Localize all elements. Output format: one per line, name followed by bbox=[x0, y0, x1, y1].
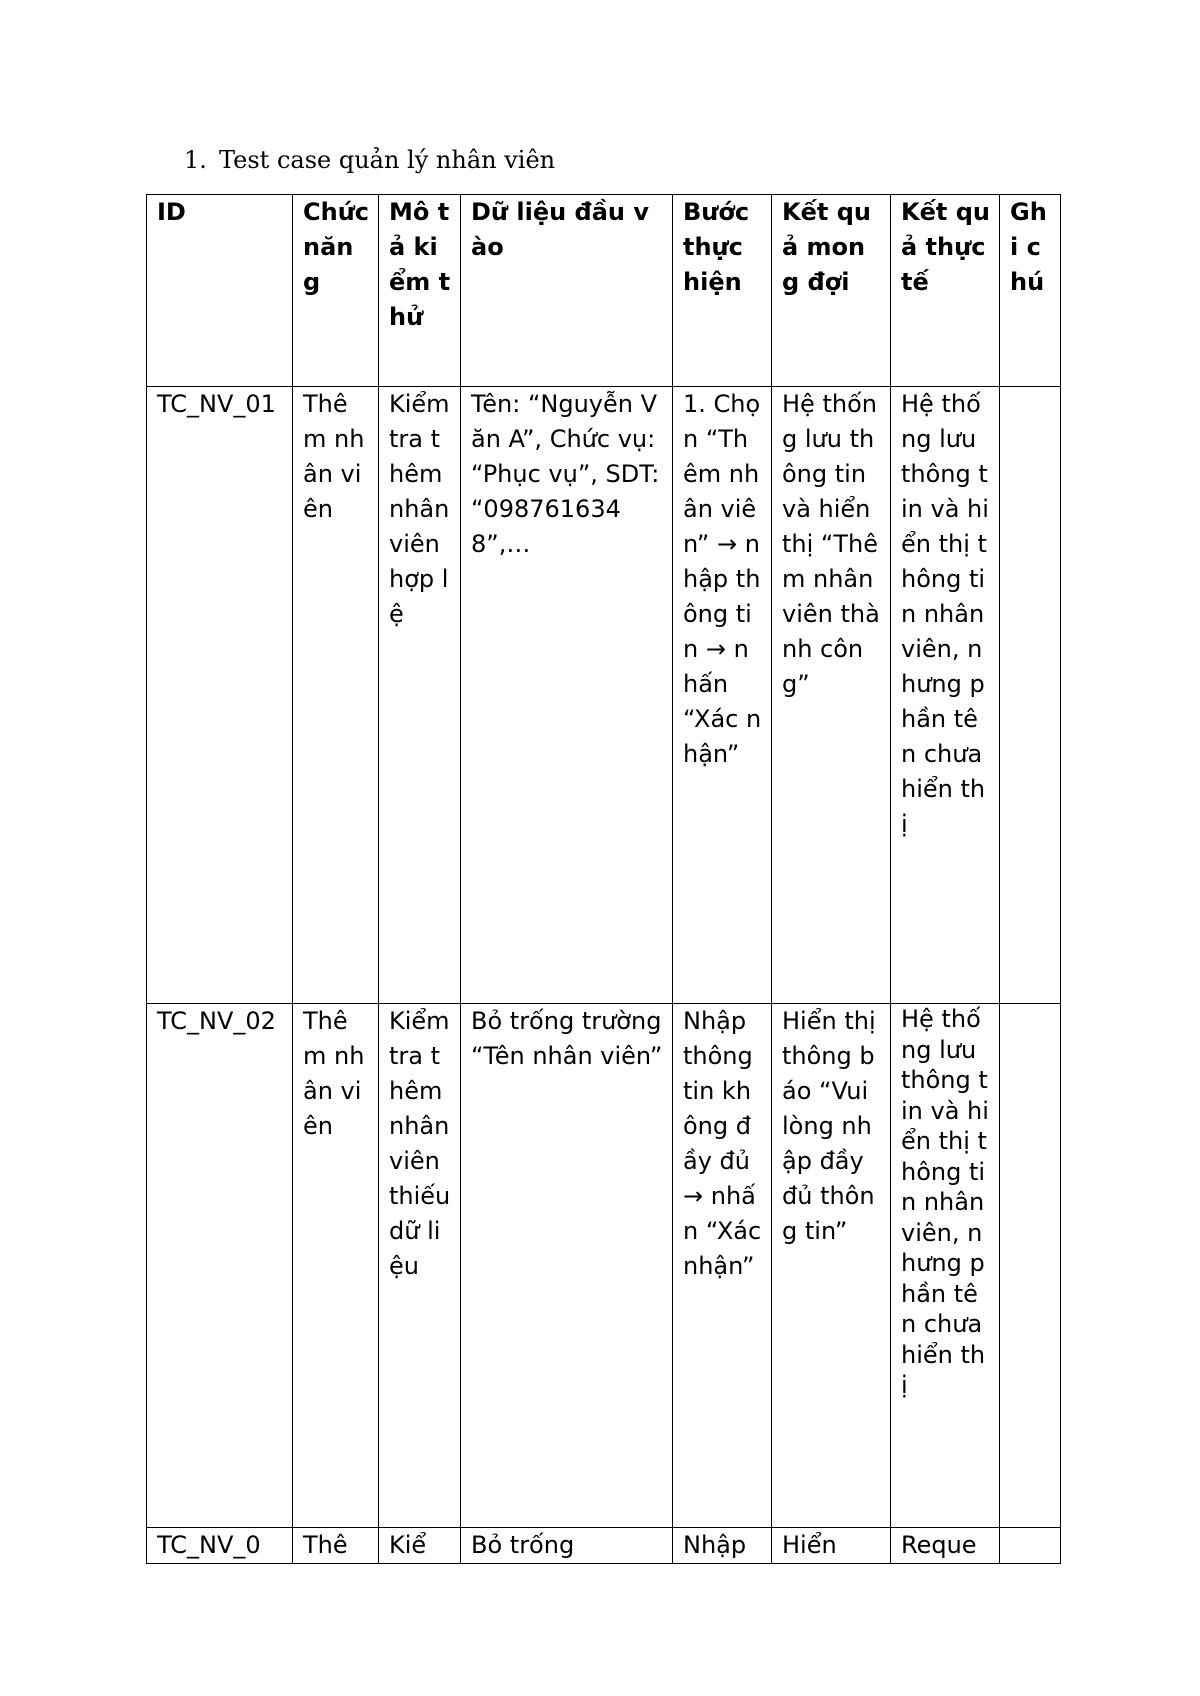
header-function: Chức năng bbox=[293, 195, 379, 387]
header-input: Dữ liệu đầu vào bbox=[461, 195, 673, 387]
cell-description: Kiểm tra thêm nhân viên hợp lệ bbox=[379, 387, 461, 1004]
table-row bbox=[147, 1528, 1061, 1564]
section-heading bbox=[184, 144, 555, 176]
cell-description: Kiểm tra thêm nhân viên thiếu dữ liệu bbox=[379, 1004, 461, 1528]
cell-actual: Reque bbox=[891, 1528, 1000, 1564]
cell-steps: 1. Chọn “Thêm nhân viên” → nhập thông tin → nhấn “Xác nhận” bbox=[673, 387, 772, 1004]
cell-note bbox=[1000, 1528, 1061, 1564]
section-number: 1. bbox=[184, 146, 207, 174]
cell-function: Thêm nhân viên bbox=[293, 387, 379, 1004]
cell-actual: Hệ thống lưu thông tin và hiển thị thông tin nhân viên, nhưng phần tên chưa hiển thị bbox=[891, 1004, 1000, 1528]
table-row bbox=[147, 387, 1061, 1004]
cell-input: Bỏ trống trường “Tên nhân viên” bbox=[461, 1004, 673, 1528]
test-case-table bbox=[146, 194, 1061, 1564]
table-row bbox=[147, 1004, 1061, 1528]
cell-function: Thê bbox=[293, 1528, 379, 1564]
cell-expected: Hiển bbox=[772, 1528, 891, 1564]
cell-input: Tên: “Nguyễn Văn A”, Chức vụ: “Phục vụ”, SDT: “0987616348”,… bbox=[461, 387, 673, 1004]
cell-function: Thêm nhân viên bbox=[293, 1004, 379, 1528]
cell-expected: Hiển thị thông báo “Vui lòng nhập đầy đủ thông tin” bbox=[772, 1004, 891, 1528]
cell-description: Kiể bbox=[379, 1528, 461, 1564]
header-note: Ghi chú bbox=[1000, 195, 1061, 387]
header-expected: Kết quả mong đợi bbox=[772, 195, 891, 387]
header-steps: Bước thực hiện bbox=[673, 195, 772, 387]
cell-id: TC_NV_01 bbox=[147, 387, 293, 1004]
header-actual: Kết quả thực tế bbox=[891, 195, 1000, 387]
section-title: Test case quản lý nhân viên bbox=[219, 146, 556, 174]
cell-id: TC_NV_02 bbox=[147, 1004, 293, 1528]
header-description: Mô tả kiểm thử bbox=[379, 195, 461, 387]
cell-note bbox=[1000, 1004, 1061, 1528]
header-id: ID bbox=[147, 195, 293, 387]
cell-steps: Nhập bbox=[673, 1528, 772, 1564]
table-header-row bbox=[147, 195, 1061, 387]
cell-steps: Nhập thông tin không đầy đủ → nhấn “Xác nhận” bbox=[673, 1004, 772, 1528]
cell-note bbox=[1000, 387, 1061, 1004]
cell-input: Bỏ trống bbox=[461, 1528, 673, 1564]
cell-expected: Hệ thống lưu thông tin và hiển thị “Thêm nhân viên thành công” bbox=[772, 387, 891, 1004]
cell-id: TC_NV_0 bbox=[147, 1528, 293, 1564]
cell-actual: Hệ thống lưu thông tin và hiển thị thông tin nhân viên, nhưng phần tên chưa hiển thị bbox=[891, 387, 1000, 1004]
